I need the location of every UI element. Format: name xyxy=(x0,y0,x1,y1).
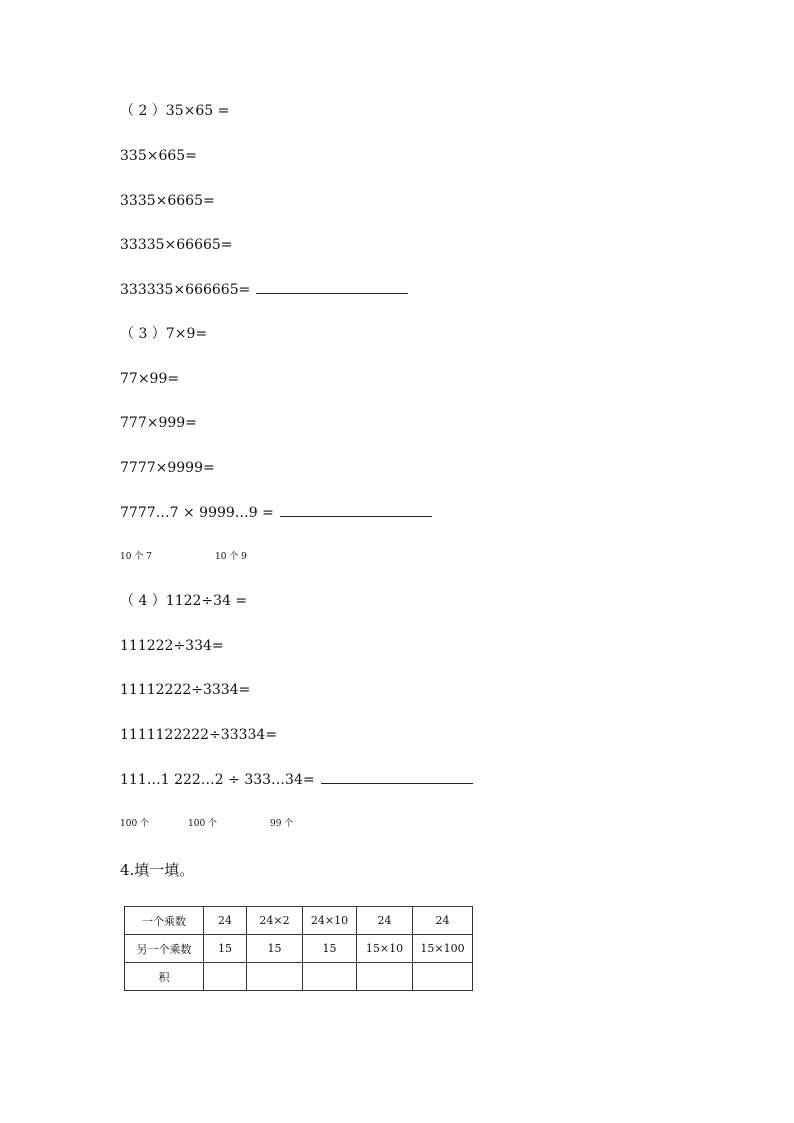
problem-4-line-4: 1111122222÷33334= xyxy=(120,727,278,743)
table-cell: 15 xyxy=(303,935,357,963)
table-cell: 24 xyxy=(204,907,247,935)
problem-4-answer-blank[interactable] xyxy=(321,771,473,784)
problem-2-line-1: （ 2 ）35×65 = xyxy=(120,103,230,119)
problem-4-line-1: （ 4 ）1122÷34 = xyxy=(120,593,248,609)
product-answer-cell[interactable] xyxy=(413,963,473,991)
problem-2-line-3: 3335×6665= xyxy=(120,193,215,209)
table-cell: 一个乘数 xyxy=(125,907,204,935)
table-cell: 15 xyxy=(204,935,247,963)
problem-4-line-5 xyxy=(120,771,473,789)
problem-2-line-5 xyxy=(120,281,408,299)
problem-4-line-2: 111222÷334= xyxy=(120,638,224,654)
product-answer-cell[interactable] xyxy=(303,963,357,991)
table-row xyxy=(125,935,473,963)
table-row xyxy=(125,907,473,935)
problem-2-line-5-text: 333335×666665= xyxy=(120,282,251,298)
problem-3-line-5-text: 7777…7 × 9999…9 = xyxy=(120,505,274,521)
table-cell: 24×10 xyxy=(303,907,357,935)
problem-3-line-4: 7777×9999= xyxy=(120,460,215,476)
problem-3-line-3: 777×999= xyxy=(120,415,197,431)
problem-4-line-5-text: 111…1 222…2 ÷ 333…34= xyxy=(120,772,315,788)
problem-4-note-threes: 99 个 xyxy=(270,819,294,829)
table-cell: 积 xyxy=(125,963,204,991)
table-cell: 24 xyxy=(357,907,413,935)
problem-3-line-2: 77×99= xyxy=(120,371,180,387)
table-cell: 15×10 xyxy=(357,935,413,963)
problem-2-line-2: 335×665= xyxy=(120,148,197,164)
table-row xyxy=(125,963,473,991)
problem-4-line-3: 11112222÷3334= xyxy=(120,682,251,698)
product-answer-cell[interactable] xyxy=(357,963,413,991)
table-cell: 24 xyxy=(413,907,473,935)
table-cell: 15 xyxy=(247,935,303,963)
problem-2-line-4: 33335×66665= xyxy=(120,237,233,253)
problem-3-note-nines: 10 个 9 xyxy=(215,552,247,562)
problem-4-note-twos: 100 个 xyxy=(188,819,218,829)
problem-3-line-1: （ 3 ）7×9= xyxy=(120,326,208,342)
table-cell: 15×100 xyxy=(413,935,473,963)
problem-2-answer-blank[interactable] xyxy=(256,281,408,294)
table-cell: 24×2 xyxy=(247,907,303,935)
problem-3-note-sevens: 10 个 7 xyxy=(120,552,152,562)
product-answer-cell[interactable] xyxy=(247,963,303,991)
product-answer-cell[interactable] xyxy=(204,963,247,991)
section-4-title: 4.填一填。 xyxy=(120,861,195,879)
table-cell: 另一个乘数 xyxy=(125,935,204,963)
fill-in-table xyxy=(124,906,473,991)
problem-3-line-5 xyxy=(120,504,432,522)
problem-4-note-ones: 100 个 xyxy=(120,819,150,829)
problem-3-answer-blank[interactable] xyxy=(280,504,432,517)
